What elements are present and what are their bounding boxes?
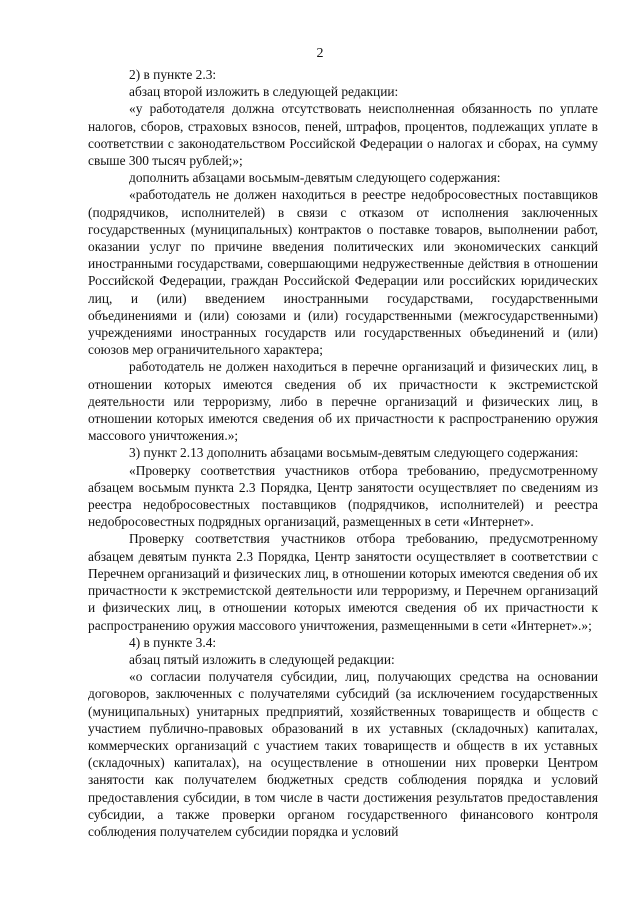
paragraph-perechen: работодатель не должен находиться в перечне организаций и физических лиц, в отношении которых имеются сведения об их причастности к экстремистской деятельности или терроризму, либо в перечне организаций и физических лиц, в отношении которых имеются сведения об их причастности к распространению оружия массового уничтожения.»; <box>88 359 598 444</box>
paragraph-quote-registry: «работодатель не должен находиться в реестре недобросовестных поставщиков (подрядчиков, исполнителей) в связи с отказом от исполнения заключенных государственных (муниципальных) контрактов о поставке товаров, выполнении работ, оказании услуг по причине введения политических или экономических санкций иностранными государствами, совершающими недружественные действия в отношении Российской Федерации, граждан Российской Федерации или российских юридических лиц, и (или) введением иностранными государствами, государственными объединениями и (или) союзами и (или) государственными (межгосударственными) учреждениями иностранных государств или государственных объединений и (или) союзов мер ограничительного характера; <box>88 187 598 358</box>
paragraph-item-2: 2) в пункте 2.3: <box>129 67 217 82</box>
paragraph-item-4: 4) в пункте 3.4: <box>129 634 217 650</box>
paragraph-check-9: Проверку соответствия участников отбора требованию, предусмотренному абзацем девятым пункта 2.3 Порядка, Центр занятости осуществляет в соответствии с Перечнем организаций и физических лиц, в отношении которых имеются сведения об их причастности к экстремистской деятельности или терроризму, и Перечнем организаций и физических лиц, в отношении которых имеются сведения об их причастности к распространению оружия массового уничтожения, размещенными в сети «Интернет».»; <box>88 531 598 633</box>
paragraph-quote-check-8: «Проверку соответствия участников отбора требованию, предусмотренному абзацем восьмым пункта 2.3 Порядка, Центр занятости осуществляет по сведениям из реестра недобросовестных поставщиков (подрядчиков, исполнителей) и реестра недобросовестных подрядных организаций, размещенных в сети «Интернет». <box>88 462 598 530</box>
paragraph-item-3: 3) пункт 2.13 дополнить абзацами восьмым-девятым следующего содержания: <box>129 445 579 461</box>
paragraph-quote-obligation: «у работодателя должна отсутствовать неисполненная обязанность по уплате налогов, сборов, страховых взносов, пеней, штрафов, процентов, подлежащих уплате в соответствии с законодательством Российской Федерации о налогах и сборах, на сумму свыше 300 тысяч рублей;»; <box>88 101 598 169</box>
paragraph-dopolnit: дополнить абзацами восьмым-девятым следующего содержания: <box>129 170 501 186</box>
paragraph-abzac-vtoroy: абзац второй изложить в следующей редакции: <box>129 84 399 100</box>
paragraph-abzac-pyatyy: абзац пятый изложить в следующей редакции: <box>129 651 395 667</box>
paragraph-quote-consent: «о согласии получателя субсидии, лиц, получающих средства на основании договоров, заключенных с получателями субсидий (за исключением государственных (муниципальных) унитарных предприятий, хозяйственных товариществ и обществ с участием публично-правовых образований в их уставных (складочных) капиталах, коммерческих организаций с участием таких товариществ и обществ в их уставных (складочных) капиталах), на осуществление в отношении них проверки Центром занятости как получателем бюджетных средств соблюдения порядка и условий предоставления субсидии, в том числе в части достижения результатов предоставления субсидии, а также проверки органом государственного финансового контроля соблюдения получателем субсидии порядка и условий <box>88 669 598 839</box>
page-number: 2 <box>316 46 324 61</box>
document-body <box>88 66 598 840</box>
